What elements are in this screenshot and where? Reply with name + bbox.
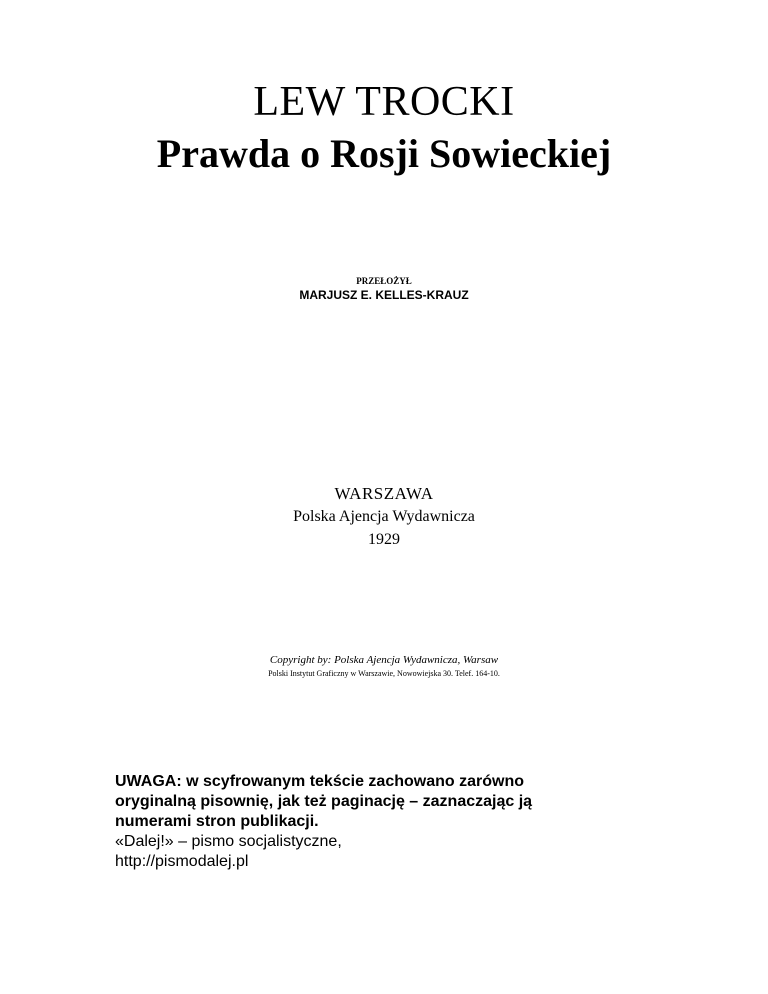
printer-line: Polski Instytut Graficzny w Warszawie, Nowowiejska 30. Telef. 164-10.: [268, 669, 500, 678]
imprint-publisher: Polska Ajencja Wydawnicza: [293, 508, 475, 525]
translator-label: PRZEŁOŻYŁ: [356, 276, 412, 286]
magazine-line: «Dalej!» – pismo socjalistyczne,: [115, 833, 342, 850]
book-title: Prawda o Rosji Sowieckiej: [156, 131, 612, 176]
imprint-year: 1929: [368, 531, 400, 548]
note-line-2: oryginalną pisownię, jak też paginację – zaznaczając ją: [115, 793, 533, 810]
author-title: LEW TROCKI: [253, 79, 515, 125]
imprint-city: WARSZAWA: [334, 484, 434, 503]
copyright-line: Copyright by: Polska Ajencja Wydawnicza, Warsaw: [269, 654, 499, 666]
note-line-1: UWAGA: w scyfrowanym tekście zachowano zarówno: [115, 773, 524, 790]
editorial-note: [115, 772, 655, 872]
website-link[interactable]: http://pismodalej.pl: [115, 853, 249, 870]
translator-name: MARJUSZ E. KELLES-KRAUZ: [299, 288, 469, 302]
note-line-3: numerami stron publikacji.: [115, 813, 319, 830]
